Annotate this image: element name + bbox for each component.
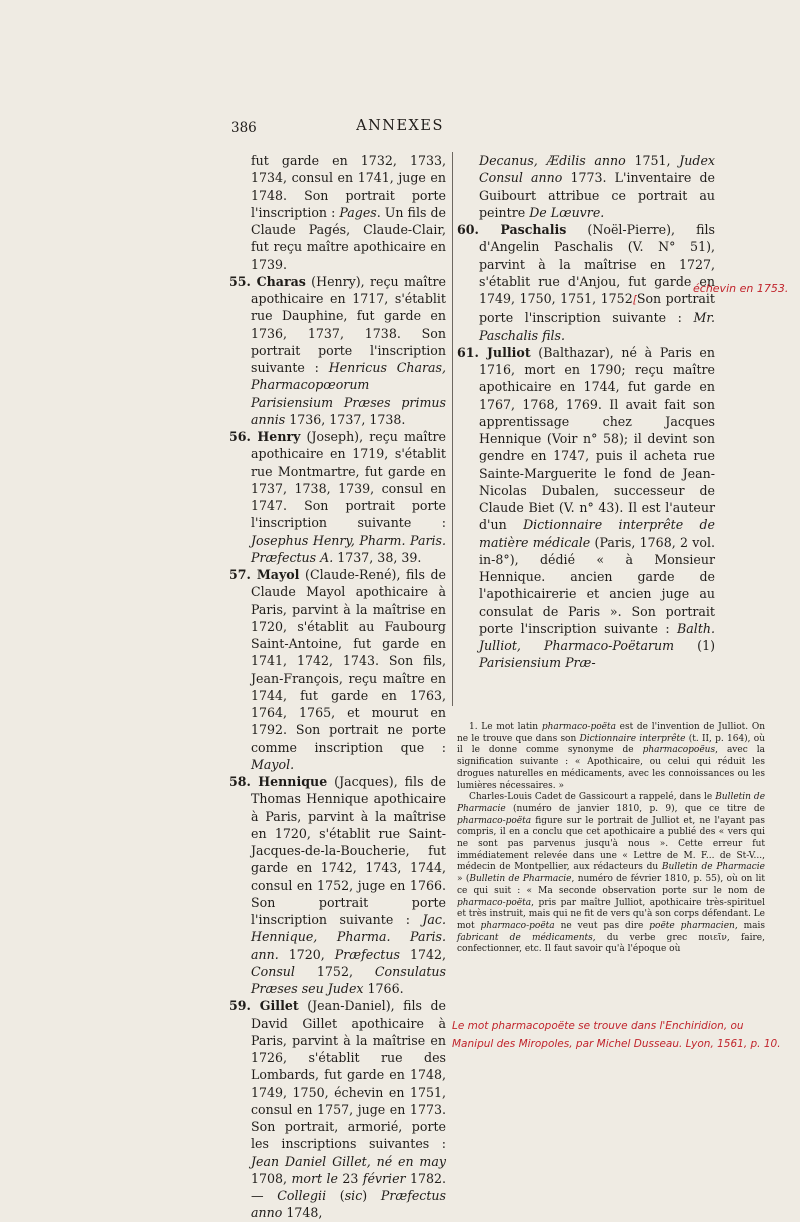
entry-55-charas: 55. Charas (Henry), reçu maître apothicaire en 1717, s'établit rue Dauphine, fut garde en 1736, 1737, 1738. Son portrait porte l'inscription suivante : Henricus Charas, Pharmacopœorum Parisiensium Præses primus annis 1736, 1737, 1738. bbox=[229, 273, 446, 427]
left-column bbox=[229, 152, 446, 1222]
page-title: ANNEXES bbox=[356, 118, 444, 134]
entry-57-mayol: 57. Mayol (Claude-René), fils de Claude Mayol apothicaire à Paris, parvint à la maîtrise en 1720, s'établit au Faubourg Saint-Antoine, fut garde en 1741, 1742, 1743. Son fils, Jean-François, reçu maître en 1744, fut garde en 1763, 1764, 1765, et mourut en 1792. Son portrait ne porte comme inscription que : Mayol. bbox=[229, 567, 447, 772]
entry-54-continuation: fut garde en 1732, 1733, 1734, consul en 1741, juge en 1748. Son portrait porte l'inscription : Pages. Un fils de Claude Pagés, Claude-Clair, fut reçu maître apothicaire en 1739. bbox=[251, 153, 446, 272]
entry-58-hennique: 58. Hennique (Jacques), fils de Thomas Hennique apothicaire à Paris, parvint à la maîtrise en 1720, s'établit rue Saint-Jacques-de-la-Boucherie, fut garde en 1742, 1743, 1744, consul en 1752, juge en 1766. Son portrait porte l'inscription suivante : Jac. Hennique, Pharma. Paris. ann. 1720, Præfectus 1742, Consul 1752, Consulatus Præses seu Judex 1766. bbox=[229, 774, 446, 996]
handwritten-bottom-note bbox=[452, 1017, 792, 1053]
right-column bbox=[457, 152, 777, 672]
column-divider bbox=[452, 152, 453, 706]
entry-56-henry: 56. Henry (Joseph), reçu maître apothicaire en 1719, s'établit rue Montmartre, fut garde en 1737, 1738, 1739, consul en 1747. Son portrait porte l'inscription suivante : Josephus Henry, Pharm. Paris. Præfectus A. 1737, 38, 39. bbox=[229, 429, 446, 565]
handwritten-line-2: Manipul des Miropoles, par Michel Dusseau. Lyon, 1561, p. 10. bbox=[452, 1038, 781, 1050]
page-number: 386 bbox=[231, 120, 257, 136]
entry-61-julliot: 61. Julliot (Balthazar), né à Paris en 1716, mort en 1790; reçu maître apothicaire en 1744, fut garde en 1767, 1768, 1769. Il avait fait son apprentissage chez Jacques Hennique (Voir n° 58); il devint son gendre en 1747, puis il acheta rue Sainte-Marguerite le fond de Jean-Nicolas Dubalen, successeur de Claude Biet (V. n° 43). Il est l'auteur d'un Dictionnaire interprête de matière médicale (Paris, 1768, 2 vol. in-8°), dédié « à Monsieur Hennique. ancien garde de l'apothicairerie et ancien juge au consulat de Paris ». Son portrait porte l'inscription suivante : Balth. Julliot, Pharmaco-Poëtarum (1) Parisiensium Præ- bbox=[457, 344, 715, 671]
entry-59-continuation: Decanus, Ædilis anno 1751, Judex Consul anno 1773. L'inventaire de Guibourt attribue ce portrait au peintre De Lœuvre. bbox=[479, 153, 715, 220]
footnote-paragraph-1: 1. Le mot latin pharmaco-poëta est de l'invention de Julliot. On ne le trouve que dans son Dictionnaire interprête (t. II, p. 164), où il le donne comme synonyme de pharmacopoëus, avec la signification suivante : « Apothicaire, ou celui qui réduit les drogues naturelles en médicaments, avec les connoissances ou les lumières nécessaires. » bbox=[457, 722, 765, 791]
entry-59-gillet: 59. Gillet (Jean-Daniel), fils de David Gillet apothicaire à Paris, parvint à la maîtrise en 1726, s'établit rue des Lombards, fut garde en 1748, 1749, 1750, échevin en 1751, consul en 1757, juge en 1773. Son portrait, armorié, porte les inscriptions suivantes : Jean Daniel Gillet, né en may 1708, mort le 23 février 1782. — Collegii (sic) Præfectus anno 1748, bbox=[229, 998, 447, 1221]
annotation-bracket: [ bbox=[632, 294, 637, 306]
footnote-1 bbox=[457, 722, 765, 956]
footnote-paragraph-2: Charles-Louis Cadet de Gassicourt a rappelé, dans le Bulletin de Pharmacie (numéro de janvier 1810, p. 9), que ce titre de pharmaco-poëta figure sur le portrait de Julliot et, ne l'ayant pas compris, il en a conclu que cet apothicaire a publié des « vers qui ne sont pas parvenus jusqu'à nous ». Cette erreur fut immédiatement relevée dans une « Lettre de M. F... de St-V..., médecin de Montpellier, aux rédacteurs du Bulletin de Pharmacie » (Bulletin de Pharmacie, numéro de février 1810, p. 55), où on lit ce qui suit : « Ma seconde observation porte sur le nom de pharmaco-poëta, pris par maître Julliot, apothicaire très-spirituel et très instruit, mais qui ne fit de vers qu'à son corps défendant. Le mot pharmaco-poëta ne veut pas dire poëte pharmacien, mais fabricant de médicaments, du verbe grec ποιεῖν, faire, confectionner, etc. Il faut savoir qu'à l'époque où bbox=[457, 792, 766, 955]
entry-60-paschalis: 60. Paschalis (Noël-Pierre), fils d'Angelin Paschalis (V. N° 51), parvint à la maîtrise en 1727, s'établit rue d'Anjou, fut garde en 1749, 1750, 1751, 1752[Son portrait porte l'inscription suivante : Mr. Paschalis fils. bbox=[457, 222, 715, 343]
handwritten-margin-note: échevin en 1753. bbox=[693, 282, 789, 295]
running-header bbox=[0, 120, 800, 140]
handwritten-line-1: Le mot pharmacopoëte se trouve dans l'Enchiridion, ou bbox=[452, 1020, 744, 1032]
